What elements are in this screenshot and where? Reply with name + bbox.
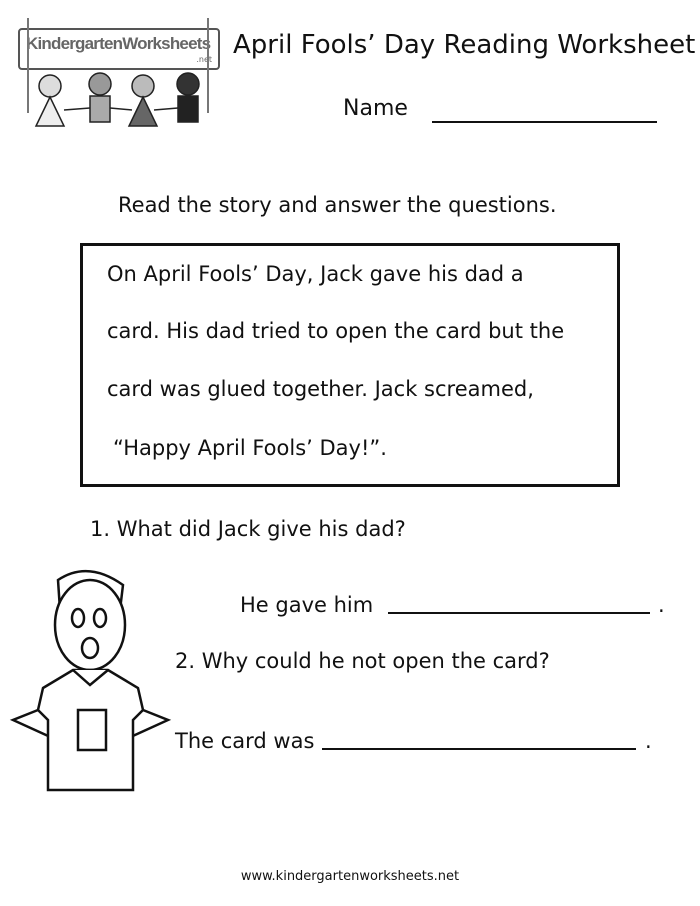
answer-2-suffix: . xyxy=(645,729,652,753)
page-title: April Fools’ Day Reading Worksheet xyxy=(233,30,696,60)
answer-2-prefix: The card was xyxy=(175,729,315,753)
footer-url[interactable]: www.kindergartenworksheets.net xyxy=(240,869,460,884)
children-illustration-icon xyxy=(8,18,223,136)
site-logo xyxy=(8,18,223,136)
boy-illustration-icon xyxy=(8,560,173,795)
answer-2-field[interactable] xyxy=(322,748,636,750)
answer-1-prefix: He gave him xyxy=(240,593,374,617)
name-label: Name xyxy=(343,96,408,121)
question-1: 1. What did Jack give his dad? xyxy=(90,517,406,541)
instructions: Read the story and answer the questions. xyxy=(118,193,557,217)
story-line: “Happy April Fools’ Day!”. xyxy=(113,436,387,460)
logo-suffix: .net xyxy=(196,55,212,64)
answer-1-field[interactable] xyxy=(388,612,650,614)
story-line: On April Fools’ Day, Jack gave his dad a xyxy=(107,262,524,286)
name-field[interactable] xyxy=(432,121,657,123)
story-box xyxy=(80,243,620,487)
question-2: 2. Why could he not open the card? xyxy=(175,649,550,673)
story-line: card was glued together. Jack screamed, xyxy=(107,377,534,401)
answer-1-suffix: . xyxy=(658,593,665,617)
logo-text: KindergartenWorksheets xyxy=(26,34,211,53)
story-line: card. His dad tried to open the card but the xyxy=(107,319,565,343)
